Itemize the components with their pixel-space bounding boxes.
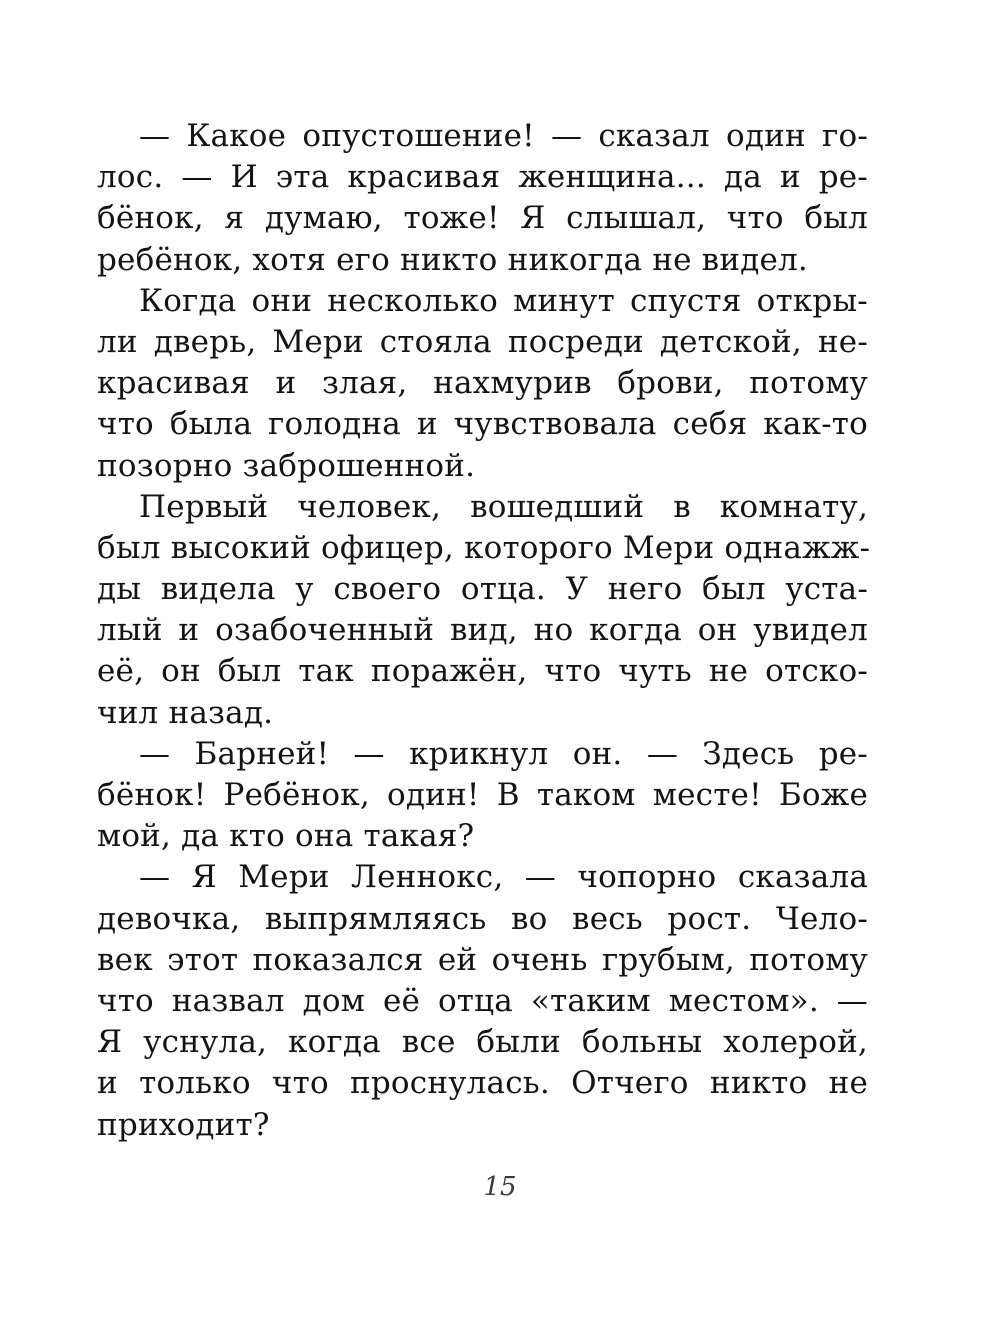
text-line: Я уснула, когда все были больны холерой, (97, 1024, 868, 1061)
text-line: что была голодна и чувствовала себя как-то (97, 406, 868, 443)
body-text (97, 116, 871, 1146)
text-line: Первый человек, вошедший в комнату, (139, 488, 868, 525)
text-line: бёнок! Ребёнок, один! В таком месте! Боже (97, 777, 868, 813)
text-line: век этот показался ей очень грубым, потому (97, 941, 868, 978)
text-line: лый и озабоченный вид, но когда он увидел (97, 612, 868, 649)
paragraph (97, 281, 868, 487)
text-line: ли дверь, Мери стояла посреди детской, не- (97, 323, 868, 360)
text-line: ды видела у своего отца. У него был уста- (97, 571, 868, 608)
text-line: бёнок, я думаю, тоже! Я слышал, что был (97, 200, 868, 237)
text-line: приходит? (97, 1106, 270, 1143)
text-line: — Я Мери Леннокс, — чопорно сказала (139, 859, 868, 896)
text-line: чил назад. (97, 694, 274, 731)
text-line: Когда они несколько минут спустя откры- (139, 282, 868, 319)
text-line: девочка, выпрямляясь во весь рост. Чело- (97, 900, 868, 937)
text-line: лос. — И эта красивая женщина... да и ре- (97, 159, 868, 196)
text-line: — Какое опустошение! — сказал один го- (139, 118, 868, 154)
paragraph (97, 734, 868, 858)
text-line: красивая и злая, нахмурив брови, потому (97, 365, 868, 402)
paragraph (97, 116, 868, 281)
paragraph (97, 487, 871, 734)
paragraph (97, 857, 868, 1145)
text-line: — Барней! — крикнул он. — Здесь ре- (139, 735, 868, 772)
text-line: ребёнок, хотя его никто никогда не видел. (97, 241, 808, 278)
text-line: был высокий офицер, которого Мери однажж- (97, 529, 871, 566)
text-line: что назвал дом её отца «таким местом». — (97, 982, 868, 1019)
text-line: и только что проснулась. Отчего никто не (97, 1065, 868, 1102)
text-line: мой, да кто она такая? (97, 818, 475, 855)
page-number: 15 (483, 1172, 517, 1202)
text-line: позорно заброшенной. (97, 447, 476, 484)
text-line: её, он был так поражён, что чуть не отско- (97, 653, 868, 690)
